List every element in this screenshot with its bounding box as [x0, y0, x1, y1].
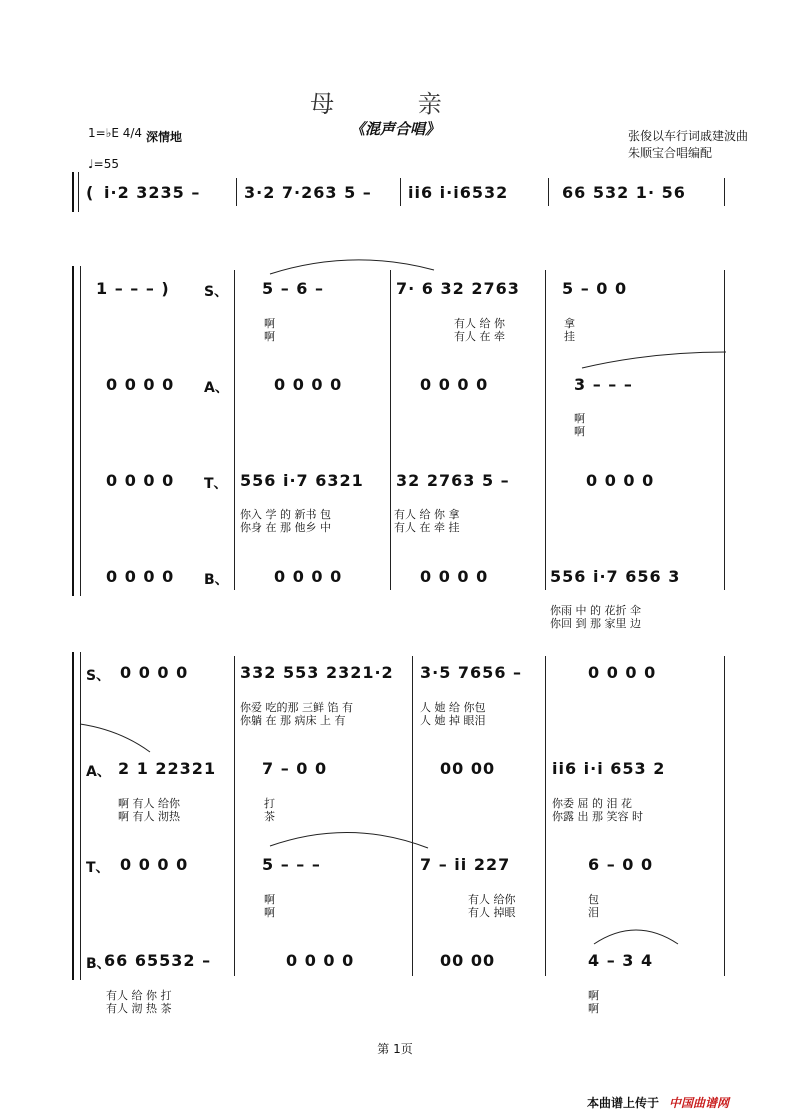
s2-alto-m2: 0 0 0 0: [420, 375, 489, 394]
lyric: 打: [264, 797, 275, 810]
s2-bass-m3: 556 i·7 656 3: [550, 567, 681, 586]
s2-soprano-m1: 5 – 6 –: [262, 279, 324, 298]
tempo-marking: ♩=55: [88, 157, 119, 171]
s2-tenor-m3: 0 0 0 0: [586, 471, 655, 490]
s3-alto-m3: 00 00: [440, 759, 496, 778]
s2-tenor-m1: 556 i·7 6321: [240, 471, 364, 490]
slur: [270, 260, 434, 274]
lyric: 啊: [574, 412, 585, 425]
lyric: 你躺 在 那 病床 上 有: [240, 714, 346, 727]
s2-soprano-m3: 5 – 0 0: [562, 279, 628, 298]
expression-marking: 深情地: [146, 130, 183, 144]
s3-tenor-m2: 5 – – –: [262, 855, 321, 874]
upload-credit-text: 本曲谱上传于: [587, 1096, 660, 1110]
upload-credit: [587, 1094, 729, 1111]
lyric: 人 她 掉 眼泪: [420, 714, 486, 727]
s3-bass-m4: 4 – 3 4: [588, 951, 654, 970]
lyric: 有人 给 你: [454, 317, 505, 330]
intro-measure-3: ii6 i·i6532: [408, 183, 509, 202]
s2-soprano-m2: 7· 6 32 2763: [396, 279, 520, 298]
key-signature: 1=♭E 4/4: [88, 126, 143, 140]
s3-bass-m2: 0 0 0 0: [286, 951, 355, 970]
lyric: 啊: [264, 317, 275, 330]
song-subtitle: 《混声合唱》: [349, 120, 440, 138]
lyric: 有人 沏 热 茶: [106, 1002, 172, 1015]
lyric: 挂: [564, 330, 575, 343]
lyric: 啊: [588, 989, 599, 1002]
lyric: 有人 在 牵 挂: [394, 521, 460, 534]
lyric: 有人 给 你 打: [106, 989, 172, 1002]
s3-bass-m3: 00 00: [440, 951, 496, 970]
song-title: 母 亲: [310, 90, 480, 118]
s3-soprano-m4: 0 0 0 0: [588, 663, 657, 682]
lyric: 啊: [588, 1002, 599, 1015]
s2-alto-m1: 0 0 0 0: [274, 375, 343, 394]
voice-label-soprano: S、: [86, 668, 111, 684]
lyric: 啊 有人 给你: [118, 797, 180, 810]
voice-label-alto: A、: [86, 764, 111, 780]
slur: [80, 724, 150, 752]
s3-tenor-m1: 0 0 0 0: [120, 855, 189, 874]
lyric: 你入 学 的 新书 包: [240, 508, 331, 521]
s3-soprano-m2: 332 553 2321·2: [240, 663, 394, 682]
lyric: 你露 出 那 笑容 时: [552, 810, 643, 823]
lyric: 有人 给 你 拿: [394, 508, 460, 521]
lyric: 泪: [588, 906, 599, 919]
lyric: 啊: [574, 425, 585, 438]
slur: [270, 832, 428, 848]
lyric: 有人 掉眼: [468, 906, 516, 919]
s3-soprano-m1: 0 0 0 0: [120, 663, 189, 682]
intro-paren: (: [86, 183, 95, 202]
intro-measure-1: i·2 3235 –: [104, 183, 201, 202]
s3-tenor-m4: 6 – 0 0: [588, 855, 654, 874]
lyric: 包: [588, 893, 599, 906]
lyric: 拿: [564, 317, 575, 330]
lyric: 啊: [264, 906, 275, 919]
voice-label-soprano: S、: [204, 284, 229, 300]
s2-alto-m3: 3 – – –: [574, 375, 633, 394]
credit-line-2: 朱顺宝合唱编配: [628, 146, 713, 160]
page-number: 第 1页: [377, 1042, 413, 1056]
s3-alto-m4: ii6 i·i 653 2: [552, 759, 666, 778]
slur: [582, 352, 726, 368]
s3-soprano-m3: 3·5 7656 –: [420, 663, 523, 682]
s2-tenor-m2: 32 2763 5 –: [396, 471, 510, 490]
s3-alto-m2: 7 – 0 0: [262, 759, 328, 778]
lyric: 茶: [264, 810, 275, 823]
lyric: 你爱 吃的那 三鲜 馅 有: [240, 701, 353, 714]
prelude-alto: 0 0 0 0: [106, 375, 175, 394]
voice-label-bass: B、: [86, 956, 111, 972]
s3-bass-m1: 66 65532 –: [104, 951, 212, 970]
slur: [594, 930, 678, 944]
lyric: 人 她 给 你包: [420, 701, 486, 714]
voice-label-alto: A、: [204, 380, 229, 396]
s3-tenor-m3: 7 – ii 227: [420, 855, 511, 874]
lyric: 啊: [264, 330, 275, 343]
lyric: 有人 在 牵: [454, 330, 505, 343]
prelude-soprano: 1 – – – ): [96, 279, 170, 298]
s2-bass-m1: 0 0 0 0: [274, 567, 343, 586]
lyric: 你雨 中 的 花折 伞: [550, 604, 641, 617]
s2-bass-m2: 0 0 0 0: [420, 567, 489, 586]
prelude-tenor: 0 0 0 0: [106, 471, 175, 490]
intro-measure-4: 66 532 1· 56: [562, 183, 686, 202]
voice-label-tenor: T、: [86, 860, 110, 876]
intro-measure-2: 3·2 7·263 5 –: [244, 183, 372, 202]
lyric: 你委 屈 的 泪 花: [552, 797, 632, 810]
s3-alto-m1: 2 1 22321: [118, 759, 217, 778]
lyric: 啊 有人 沏热: [118, 810, 180, 823]
lyric: 啊: [264, 893, 275, 906]
lyric: 你身 在 那 他乡 中: [240, 521, 331, 534]
voice-label-tenor: T、: [204, 476, 228, 492]
credit-line-1: 张俊以车行词戚建波曲: [628, 129, 749, 143]
site-logo: 中国曲谱网: [669, 1096, 730, 1110]
prelude-bass: 0 0 0 0: [106, 567, 175, 586]
lyric: 你回 到 那 家里 边: [550, 617, 641, 630]
voice-label-bass: B、: [204, 572, 229, 588]
lyric: 有人 给你: [468, 893, 516, 906]
